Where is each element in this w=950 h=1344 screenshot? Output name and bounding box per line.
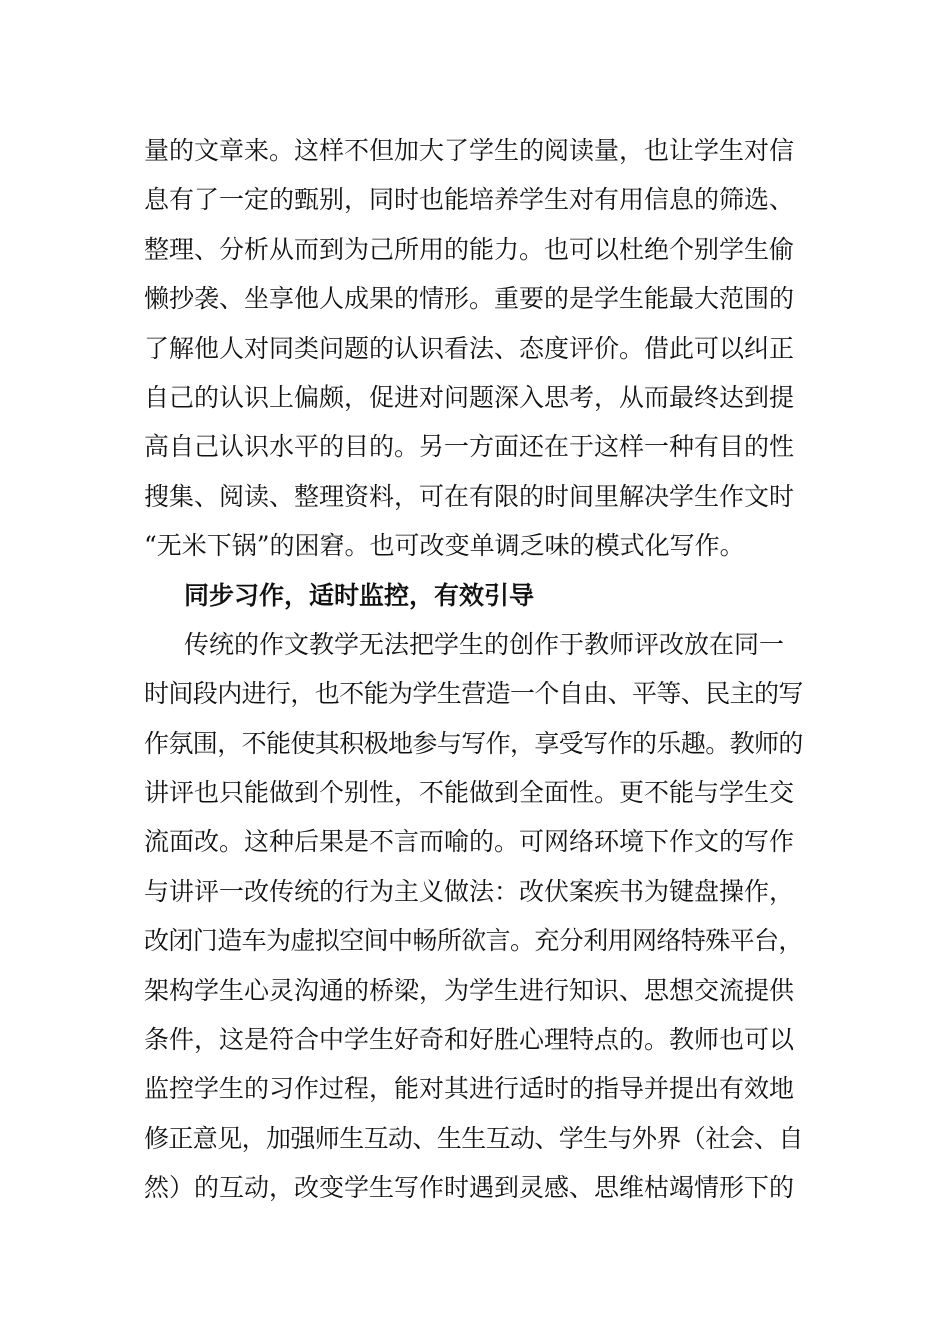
paragraph-line: 改闭门造车为虚拟空间中畅所欲言。充分利用网络特殊平台，: [144, 926, 803, 956]
paragraph-line: 讲评也只能做到个别性，不能做到全面性。更不能与学生交: [144, 778, 795, 808]
paragraph-line: 流面改。这种后果是不言而喻的。可网络环境下作文的写作: [144, 827, 795, 857]
section-heading: 同步习作，适时监控，有效引导: [184, 580, 535, 610]
paragraph-line: 高自己认识水平的目的。另一方面还在于这样一种有目的性: [144, 432, 795, 462]
paragraph-line: 架构学生心灵沟通的桥梁，为学生进行知识、思想交流提供: [144, 975, 795, 1005]
paragraph-line: 懒抄袭、坐享他人成果的情形。重要的是学生能最大范围的: [144, 284, 795, 314]
paragraph-line: 整理、分析从而到为己所用的能力。也可以杜绝个别学生偷: [144, 234, 795, 264]
paragraph-line: 搜集、阅读、整理资料，可在有限的时间里解决学生作文时: [144, 481, 795, 511]
paragraph-line: 了解他人对同类问题的认识看法、态度评价。借此可以纠正: [144, 333, 795, 363]
paragraph-line: 自己的认识上偏颇，促进对问题深入思考，从而最终达到提: [144, 382, 795, 412]
paragraph-line: 然）的互动，改变学生写作时遇到灵感、思维枯竭情形下的: [144, 1173, 795, 1203]
paragraph-line: 作氛围，不能使其积极地参与写作，享受写作的乐趣。教师的: [144, 728, 803, 758]
paragraph-line: 时间段内进行，也不能为学生营造一个自由、平等、民主的写: [144, 679, 803, 709]
paragraph-line: 修正意见，加强师生互动、生生互动、学生与外界（社会、自: [144, 1123, 803, 1153]
paragraph-line: 监控学生的习作过程，能对其进行适时的指导并提出有效地: [144, 1074, 795, 1104]
paragraph-line: 量的文章来。这样不但加大了学生的阅读量，也让学生对信: [144, 136, 795, 165]
paragraph-line: 与讲评一改传统的行为主义做法：改伏案疾书为键盘操作，: [144, 876, 795, 906]
paragraph-line: 条件，这是符合中学生好奇和好胜心理特点的。教师也可以: [144, 1025, 795, 1055]
paragraph-line: 传统的作文教学无法把学生的创作于教师评改放在同一: [184, 629, 785, 659]
paragraph-line: “无米下锅”的困窘。也可改变单调乏味的模式化写作。: [144, 531, 745, 561]
paragraph-line: 息有了一定的甄别，同时也能培养学生对有用信息的筛选、: [144, 185, 795, 215]
body-text: [144, 126, 824, 1213]
